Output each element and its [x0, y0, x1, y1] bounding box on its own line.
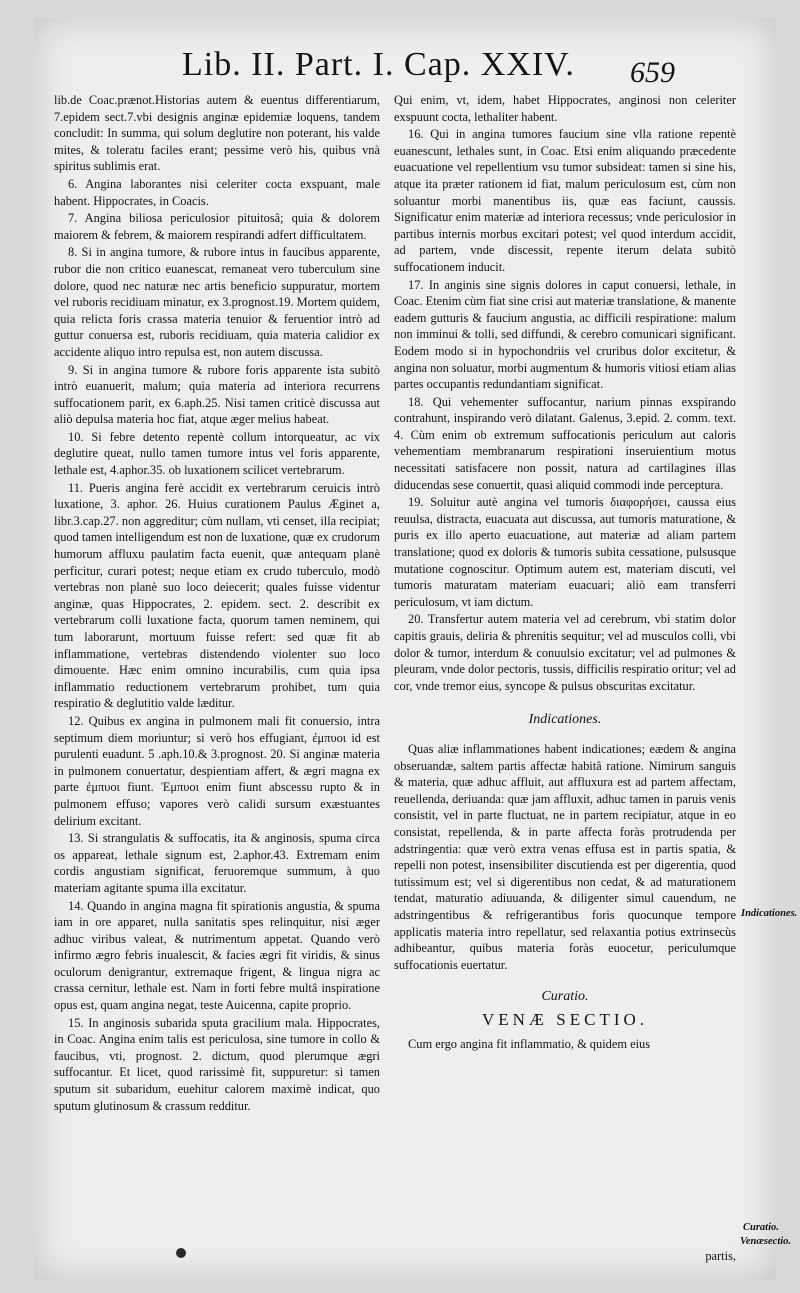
curatio-heading: Curatio.	[541, 989, 589, 1005]
left-column-paragraph: lib.de Coac.prænot.Historias autem & euentus differentiarum, 7.epidem sect.7.vbi designis anginæ epidemiæ loquens, tandem concludit: In summa, qui solum deglutire non poterant, his valde mites, & toleratu faciles erant; pessime verò his, quibus vnà spiritus sublimis erat.	[54, 93, 380, 174]
left-column-paragraph: 12. Quibus ex angina in pulmonem mali fit conuersio, intra septimum diem moriuntur; si verò hos effugiant, ἐμπυοι id est purulenti euadunt. 5 .aph.10.& 3.prognost. 20. Si anginæ materia in pulmonem conuertatur, despientiam affert, & ægri magna ex parte ἐμπυοι fiunt. Ἐμπυοι enim fiunt abscessu rupto & in pulmonem effuso; vapores verò calidi sursum exæstuantes delirium excitant.	[54, 713, 380, 828]
left-column-paragraph: 7. Angina biliosa periculosior pituitosâ; quia & dolorem maiorem & febrem, & maiorem respirandi adfert difficultatem.	[54, 211, 380, 242]
left-column-paragraph: 15. In anginosis subarida sputa gracilium mala. Hippocrates, in Coac. Angina enim talis est periculosa, sine tumore in collo & faucibus, vti, prognost. 2. dictum, quod plerumque ægri suffocantur. Et licet, quod rarissimè fit, suppuretur: si tamen sputum sit subaridum, euehitur calorem maximè indicat, quo sputum glutinosum & crassum redditur.	[54, 1015, 380, 1113]
left-column-paragraph: 14. Quando in angina magna fit spirationis angustia, & spuma iam in ore apparet, nulla sanitatis spes relinquitur, nisi æger adhuc viribus valeat, & nutrimentum appetat. Quando verò infirmo ægro febris inualescit, & facies ægri fit viridis, & sinus oculorum denigrantur, extremaque frigent, & lingua nigra ac crassa cernitur, lethale est. Nam in forti febre multâ inspiratione opus est, quam angina negat, teste Auicenna, capite proprio.	[54, 898, 380, 1013]
right-column-paragraph: 18. Qui vehementer suffocantur, narium pinnas exspirando contrahunt, inspirando verò dilatant. Galenus, 3.epid. 2. comm. text. 4. Cùm enim ob extremum suffocationis periculum aut caloris vehementiam membranarum respirationi inseruientium motus necessitati satisfacere non possit, natura ad cartilagines illas diducendas sese conuertit, quasi aliquid commodi inde perceptura.	[394, 394, 736, 492]
left-column-paragraph: 6. Angina laborantes nisi celeriter cocta exspuant, male habent. Hippocrates, in Coacis.	[54, 176, 380, 208]
ink-blot	[176, 1248, 186, 1258]
venae-sectio-heading: VENÆ SECTIO.	[481, 1009, 649, 1029]
left-column	[54, 92, 380, 1115]
margin-note-venaesectio: Venæsectio.	[740, 1236, 792, 1247]
margin-note-curatio: Curatio.	[743, 1222, 779, 1233]
left-column-paragraph: 8. Si in angina tumore, & rubore intus in faucibus apparente, rubor die non critico euanescat, remaneat vero tuberculum sine dolore, quod nec naturæ nec artis beneficio suppuratur, mortem vel ruboris recidiuam minatur, ex 3.prognost.19. Mortem quidem, quia relicta foris crassa materia tenuior & feruentior intrò ad guttur conuersa est, ruboris recidiuam, quia materia calidior ex accidente aliquo intro repulsa est, non autem discussa.	[54, 245, 380, 359]
indications-heading: Indicationes.	[528, 712, 602, 728]
right-column-paragraph: Qui enim, vt, idem, habet Hippocrates, anginosi non celeriter exspuunt cocta, lethaliter habent.	[394, 93, 736, 124]
left-column-paragraph: 10. Si febre detento repentè collum intorqueatur, ac vix deglutire queat, nullo tamen tumore intus vel foris apparente, lethale est, 4.aphor.35. ob luxationem scilicet vertebrarum.	[54, 429, 380, 478]
page-header	[34, 18, 776, 90]
running-head: Lib. II. Part. I. Cap. XXIV.	[182, 46, 575, 83]
right-column	[394, 92, 736, 1053]
curatio-text: Cum ergo angina fit inflammatio, & quidem eius	[408, 1037, 651, 1052]
left-column-paragraph: 13. Si strangulatis & suffocatis, ita & anginosis, spuma circa os appareat, lethale signum est, 2.aphor.43. Extremam enim cordis angustiam significat, feruoremque summum, à quo materiam agitante spuma illa excitatur.	[54, 831, 380, 895]
left-column-paragraph: 11. Pueris angina ferè accidit ex vertebrarum ceruicis intrò luxatione, 3. aphor. 26. Huius curationem Paulus Æginet a, libr.3.cap.27. non aggreditur; cùm nullam, vti censet, illa recipiat; quod tamen intelligendum est non de luxatione, quæ ex crudorum humorum affluxu paulatim facta euenit, quæ antequam planè perficitur, curari potest; neque etiam ex crudo tuberculo, modò vertebras non planè suo loco deiecerit; quales fuisse videntur anginæ, quas Hippocrates, 2. epidem. sect. 2. describit ex vertebrarum colli luxatione facta, quorum tamen neminem, qui tum laborarunt, mortuum fuisse refert: sed quæ fit ab inflammatione, vertebras distendendo violenter suo loco dimouente. Hæc enim omnino incurabilis, cum quia ipsa inflammatio reductionem vertebrarum prohibet, tum quia respiratio & deglutitio valde læditur.	[54, 480, 380, 711]
indications-text: Quas aliæ inflammationes habent indicationes; eædem & angina obseruandæ, saltem partis affectæ habitâ ratione. Nimirum sanguis & materia, quæ adhuc affluit, aut affluxura est ad partem affectam, reuellenda, deriuanda: quæ jam affluxit, adhuc tamen in paruis venis consistit, vel in parte fluctuat, ne in partem recipiatur, atque in eo consistat, repellenda, & in parte affecta foràs protrudenda per adstringentia: quæ verò extra venas effusa est in partis spatia, & repelli non potest, insensibiliter discutienda est per digerentia, quod tutissimum est; vel si digerentibus non cedat, & ad maturationem tendat, maturatio adiuuanda, & diligenter simul cauendum, ne adstringentibus & refrigerantibus foris quocunque tempore applicatis materia intro repellatur, sed relaxantia potius extrinsecùs adhibeantur, quibus materia foràs euocetur, periculumque suffocationis euertatur.	[394, 741, 736, 972]
right-column-paragraph: 16. Qui in angina tumores faucium sine vlla ratione repentè euanescunt, lethales sunt, in Coac. Etsi enim aliquando præcedente euacuatione vel repellentium vsu tumor subsideat: tamen si sine his, atque ita præter rationem id fiat, malum periculosum est, cùm non soluantur morbi manentibus iis, quæ eas faciunt, caussis. Significatur enim materiæ ad interiora recessus; vnde periculosior in partibus internis morbus excitari potest; vel quod interdum accidit, ad partem, vnde discessit, repente iterum delata subitò suffocationem inducit.	[394, 127, 736, 274]
right-column-paragraph: 17. In anginis sine signis dolores in caput conuersi, lethale, in Coac. Etenim cùm fiat sine crisi aut materiæ translatione, & manente eadem gutturis & faucium angustia, ac difficili respiratione: malum non imminui & tolli, sed diffundi, & cerebro comunicari significant. Eodem modo si in hypochondriis vel cruribus dolor excitetur, & angina non soluatur, morbi augmentum & humoris vitiosi etiam alias partes occupantis redundantiam significat.	[394, 277, 737, 392]
page-number: 659	[630, 56, 675, 89]
book-page	[34, 18, 798, 1280]
catchword: partis,	[705, 1249, 736, 1263]
margin-note-indicationes: Indicationes.	[741, 908, 798, 919]
right-column-paragraph: 19. Soluitur autè angina vel tumoris διαφορήσει, caussa eius reuulsa, distracta, euacuata aut discussa, aut tumoris maturatione, & puris ex illo aperto euacuatione, aut materiæ ad aliam partem translatione; quod ex doloris & tumoris subita cessatione, pulsusque mutatione cognoscitur. Optimum autem est, materiam discuti, vel tumoris maturatam materiam euacuari; aliò eam transferri periculosum, vt iam dictum.	[394, 495, 736, 609]
left-column-paragraph: 9. Si in angina tumore & rubore foris apparente ista subitò intrò euanuerit, malum; quia materia ad interiora recurrens suffocationem parit, ex 6.aph.25. Nisi tamen criticè discussa aut aliò depulsa materia hoc fiat, atque æger melius habeat.	[54, 362, 380, 427]
right-column-paragraphs	[394, 92, 736, 694]
right-column-paragraph: 20. Transfertur autem materia vel ad cerebrum, vbi statim dolor capitis grauis, deliria & phrenitis sequitur; vel ad musculos colli, vbi dolor & tumor, interdum & conuulsio excitatur; vel ad pulmones & pleuram, vnde dolor pectoris, tussis, difficilis respiratio oritur; vel ad cor, vnde tremor eius, syncope & pulsus obscuritas excitatur.	[394, 612, 736, 693]
